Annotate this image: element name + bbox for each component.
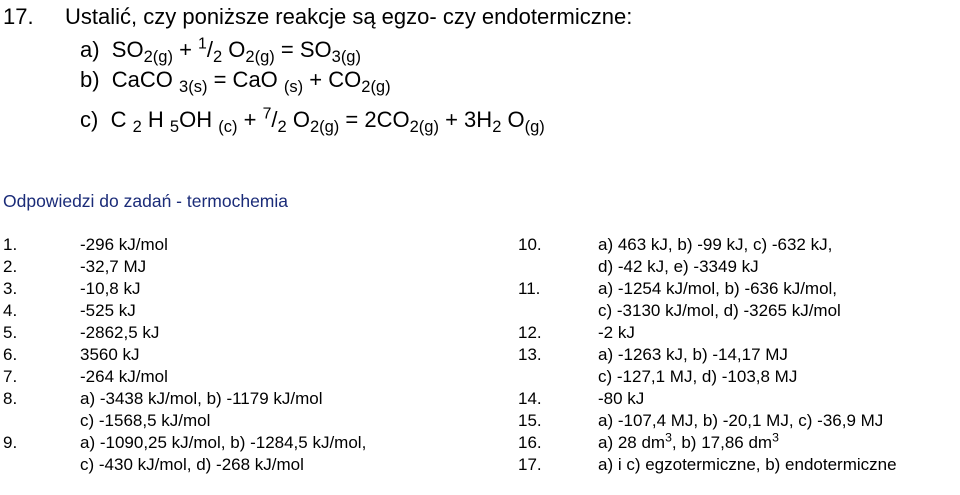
answer-row: 7. -264 kJ/mol — [3, 367, 168, 386]
answer-row: 3. -10,8 kJ — [3, 279, 141, 298]
answer-row: 9. a) -1090,25 kJ/mol, b) -1284,5 kJ/mol, — [3, 433, 367, 452]
reaction-b: b) CaCO $_{3(s)}$ = CaO $_{(s)} + CO_{2(g)}$ — [80, 67, 391, 96]
answer-row: 11. a) -1254 kJ/mol, b) -636 kJ/mol, — [518, 279, 838, 298]
answer-row: 16. a) 28 $dm^3$, b) 17,86 $dm^3$ — [518, 430, 779, 452]
answers-heading: Odpowiedzi do zadań - termochemia — [3, 191, 289, 211]
answer-row: 1. -296 kJ/mol — [3, 235, 168, 254]
answer-row: 6. 3560 kJ — [3, 345, 140, 364]
right-answers — [518, 234, 897, 476]
answer-row: 10. a) 463 kJ, b) -99 kJ, c) -632 kJ, — [518, 235, 833, 254]
reaction-c: c) C $_2$ H $_5$OH $_{(c)} + ^7/_2$ $O_{2(g)} = 2CO_{2(g)} + 3H_2$ $O_{(g)}$ — [80, 105, 545, 136]
answer-row-cont: c) -127,1 MJ, d) -103,8 MJ — [598, 367, 798, 386]
reaction-a: a) $SO_{2(g)} + ^1/_2$ $O_{2(g)} = SO_{3(g)}$ — [80, 35, 361, 66]
answer-row-cont: c) -430 kJ/mol, d) -268 kJ/mol — [80, 455, 304, 474]
answer-row: 8. a) -3438 kJ/mol, b) -1179 kJ/mol — [3, 389, 323, 408]
answer-row-cont: d) -42 kJ, e) -3349 kJ — [598, 257, 759, 276]
answer-row-cont: c) -3130 kJ/mol, d) -3265 kJ/mol — [598, 301, 841, 320]
answer-row-cont: c) -1568,5 kJ/mol — [80, 411, 211, 430]
answer-row: 13. a) -1263 kJ, b) -14,17 MJ — [518, 345, 788, 364]
left-answers — [3, 234, 366, 476]
answer-row: 2. -32,7 MJ — [3, 257, 147, 276]
answer-row: 15. a) -107,4 MJ, b) -20,1 MJ, c) -36,9 MJ — [518, 411, 884, 430]
answer-row: 17. a) i c) egzotermiczne, b) endotermiczne — [518, 455, 897, 474]
answer-row: 12. -2 kJ — [518, 323, 635, 342]
problem-number: 17. — [3, 4, 34, 29]
answer-row: 4. -525 kJ — [3, 301, 136, 320]
problem-prompt: Ustalić, czy poniższe reakcje są egzo- czy endotermiczne: — [65, 4, 633, 29]
answer-row: 5. -2862,5 kJ — [3, 323, 160, 342]
answer-row: 14. -80 kJ — [518, 389, 645, 408]
